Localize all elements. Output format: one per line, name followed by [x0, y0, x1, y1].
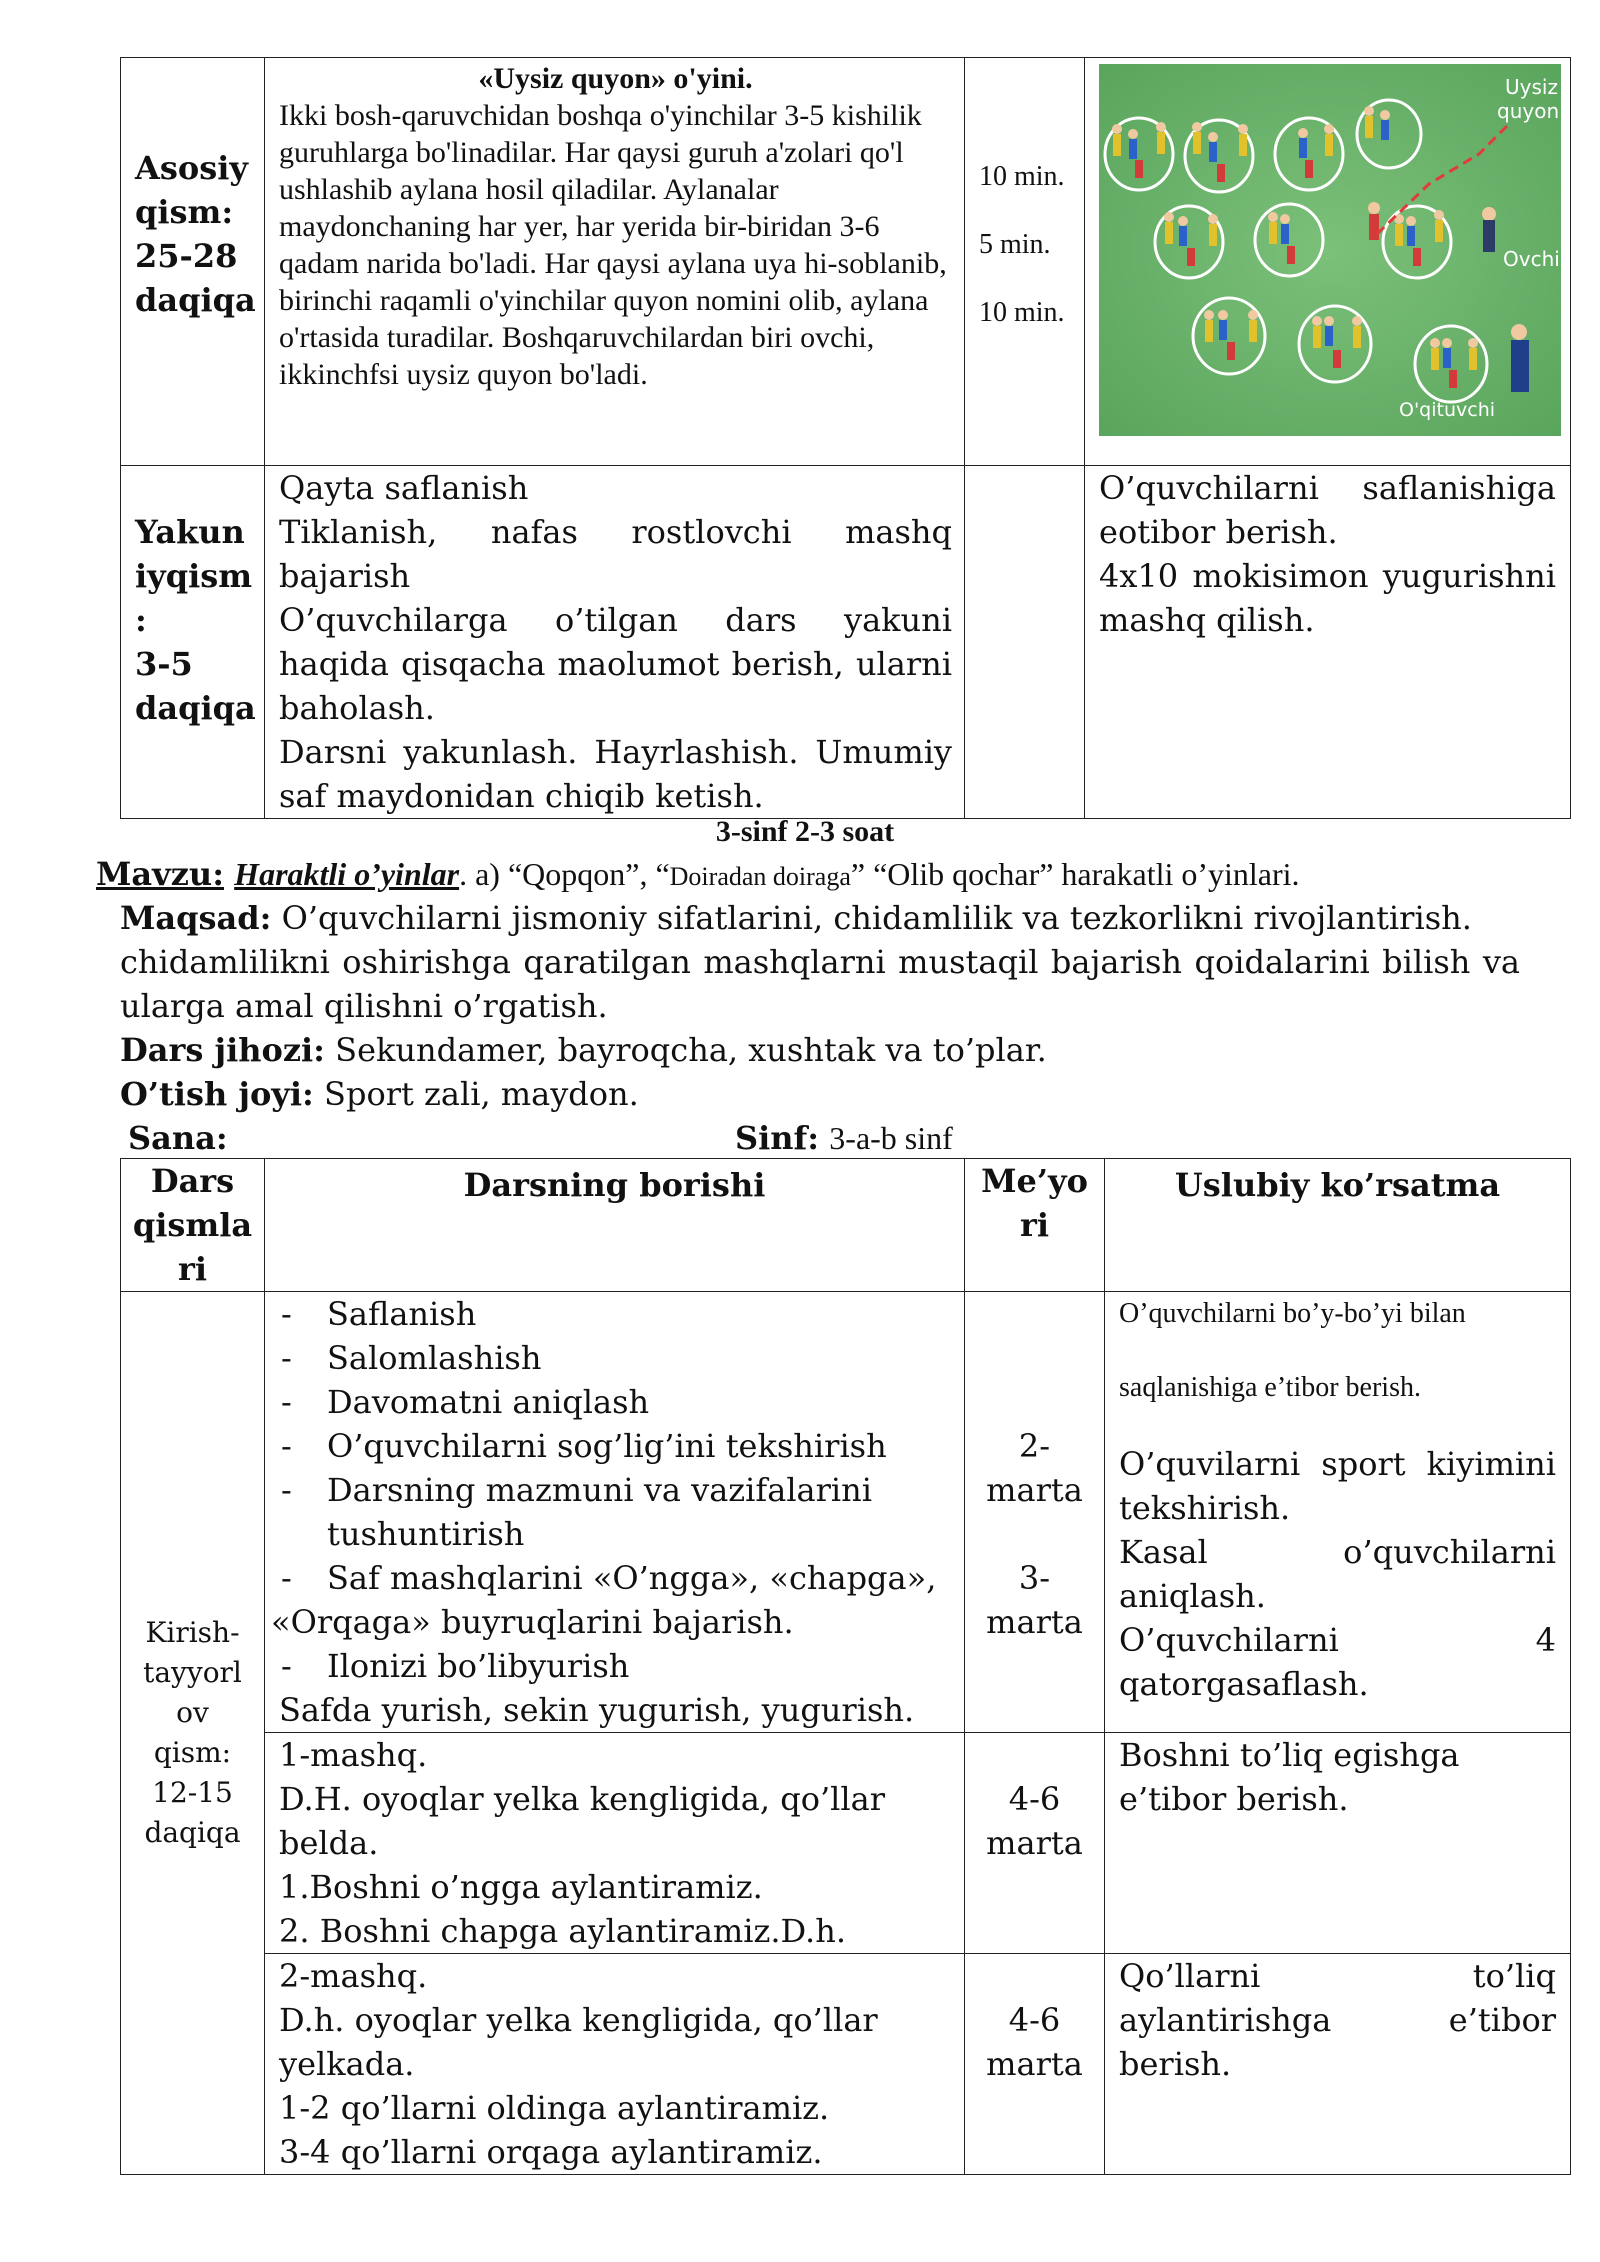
list-item: - O’quvchilarni sog’lig’ini tekshirish [281, 1427, 887, 1465]
yakun-norm-cell [965, 466, 1085, 819]
norm-value: marta [986, 1824, 1083, 1862]
intro-row-3 [121, 1954, 1571, 2175]
top-lesson-table [120, 57, 1571, 819]
exercise-line: 1-2 qo’llarni oldinga aylantiramiz. [279, 2089, 830, 2127]
yakun-label-line: 3-5 [135, 645, 193, 683]
game-text: Ikki bosh-qaruvchidan boshqa o'yinchilar 3-5 kishilik guruhlarga bo'linadilar. Har qaysi guruh a'zolari qo'l ushlashib aylana hosil qiladilar. Aylanalar maydonchaning har yer, har yerida bir-biridan 3-6 qadam narida bo'ladi. Har qaysi aylana uya hi-soblanib, birinchi raqamli o'yinchilar quyon nomini olib, aylana o'rtasida turadilar. Boshqaruvchilardan biri ovchi, ikkinchfsi uysiz quyon bo'ladi. [279, 99, 947, 391]
saf-continuation: «Orqaga» buyruqlarini bajarish. [271, 1603, 794, 1641]
exercise-line: 1-mashq. [279, 1736, 428, 1774]
intro-label-line: 12-15 [152, 1776, 233, 1809]
label-uysiz: Uysiz [1505, 75, 1558, 99]
guide-line: O’quvilarni sport kiyimini tekshirish. [1119, 1445, 1556, 1527]
place-label: O’tish joyi: [120, 1075, 314, 1113]
yakun-guidance-line: O’quvchilarni saflanishiga eotibor berish. [1099, 469, 1556, 551]
game-description-cell [265, 58, 965, 466]
header-parts-text: Dars qismla ri [132, 1162, 253, 1288]
list-item: - Saf mashqlarini «O’ngga», «chapga», [281, 1559, 937, 1597]
game-title: «Uysiz quyon» o'yini. [478, 62, 753, 95]
asosiy-label-line: Asosiy [135, 149, 248, 187]
label-quyon: quyon [1497, 99, 1560, 123]
guide-line: Qo’llarni to’liq aylantirishga e’tibor berish. [1119, 1957, 1556, 2083]
exercise-line: 2-mashq. [279, 1957, 428, 1995]
yakun-line: O’quvchilarga o’tilgan dars yakuni haqida qisqacha maolumot berish, ularni baholash. [279, 601, 952, 727]
equipment-text: Sekundamer, bayroqcha, xushtak va to’plar. [335, 1031, 1047, 1069]
intro-label-line: ov [176, 1696, 209, 1729]
header-progress [265, 1159, 965, 1292]
header-norm-text: Me’yo ri [981, 1162, 1088, 1244]
asosiy-label-line: qism: [135, 193, 234, 231]
intro-label-line: tayyorl [143, 1656, 242, 1689]
yakun-label-line: Yakun [135, 513, 245, 551]
uysiz-quyon-illustration [1099, 64, 1561, 436]
norm-value: marta [986, 2045, 1083, 2083]
time-cell [965, 58, 1085, 466]
guide-line: O’quvchilarni 4 qatorgasaflash. [1119, 1621, 1556, 1703]
norm-value: 2- [1018, 1427, 1051, 1465]
place-text: Sport zali, maydon. [324, 1075, 639, 1113]
yakun-line: Darsni yakunlash. Hayrlashish. Umumiy saf maydonidan chiqib ketish. [279, 733, 952, 815]
main-lesson-table [120, 1158, 1571, 2175]
exercise-line: D.H. oyoqlar yelka kengligida, qo’llar belda. [279, 1780, 885, 1862]
header-row [121, 1159, 1571, 1292]
game-picture-cell [1085, 58, 1571, 466]
list-item: - Darsning mazmuni va vazifalarini tushuntirish [281, 1471, 872, 1553]
grade-hours-heading: 3-sinf 2-3 soat [715, 815, 895, 848]
norm-value: 3- [1018, 1559, 1051, 1597]
topic-line: Mavzu: Haraktli o’yinlar. a) “Qopqon”, “Doiradan doiraga” “Olib qochar” harakatli o’yinlari. [96, 855, 1300, 893]
class-line [735, 1116, 1235, 1160]
yakun-line: Tiklanish, nafas rostlovchi mashq bajarish [279, 513, 952, 595]
header-parts [121, 1159, 265, 1292]
asosiy-label-cell [121, 58, 265, 466]
topic-game2: Doiradan doiraga [669, 862, 851, 891]
date-label: Sana: [128, 1119, 228, 1157]
topic-label: Mavzu: [96, 855, 224, 893]
label-teacher: O'qituvchi [1399, 399, 1496, 421]
header-guidance [1105, 1159, 1571, 1292]
intro-progress-cell [265, 1292, 965, 1733]
exercise1-norm-cell [965, 1733, 1105, 1954]
intro-item-list [279, 1292, 954, 1600]
asosiy-label-line: daqiqa [135, 281, 256, 319]
goal-line [120, 896, 1520, 940]
intro-last-line: Safda yurish, sekin yugurish, yugurish. [279, 1691, 915, 1729]
intro-row-1 [121, 1292, 1571, 1733]
equipment-line [120, 1028, 1520, 1072]
yakun-label-line: iyqism [135, 557, 253, 595]
yakun-label-line: daqiqa [135, 689, 256, 727]
guide-small: saqlanishiga e’tibor berish. [1119, 1372, 1421, 1403]
exercise-line: 3-4 qo’llarni orqaga aylantiramiz. [279, 2133, 823, 2171]
header-guidance-text: Uslubiy ko’rsatma [1174, 1166, 1501, 1204]
time-value: 10 min. [979, 297, 1065, 328]
class-value: 3-a-b sinf [829, 1120, 953, 1156]
header-progress-text: Darsning borishi [463, 1166, 766, 1204]
exercise1-cell [265, 1733, 965, 1954]
guide-small: O’quvchilarni bo’y-bo’yi bilan [1119, 1298, 1466, 1329]
exercise2-guidance-cell [1105, 1954, 1571, 2175]
guide-line: Kasal o’quvchilarni aniqlash. [1119, 1533, 1556, 1615]
yakun-content-cell [265, 466, 965, 819]
intro-norm-cell [965, 1292, 1105, 1733]
exercise-line: D.h. oyoqlar yelka kengligida, qo’llar yelkada. [279, 2001, 878, 2083]
asosiy-row [121, 58, 1571, 466]
topic-rest: ” “Olib qochar” harakatli o’yinlari. [850, 856, 1300, 892]
list-item: - Davomatni aniqlash [281, 1383, 650, 1421]
yakun-row [121, 466, 1571, 819]
exercise-line: 2. Boshni chapga aylantiramiz.D.h. [279, 1912, 846, 1950]
class-label: Sinf: [735, 1119, 820, 1157]
intro-label-line: Kirish- [145, 1616, 240, 1649]
guide-line: Boshni to’liq egishga e’tibor berish. [1119, 1736, 1460, 1818]
list-item: - Ilonizi bo’libyurish [281, 1647, 630, 1685]
norm-value: 4-6 [1008, 1780, 1061, 1818]
intro-label-cell [121, 1292, 265, 2175]
goal-label: Maqsad: [120, 899, 272, 937]
header-norm [965, 1159, 1105, 1292]
yakun-guidance-cell [1085, 466, 1571, 819]
intro-label-line: daqiqa [144, 1816, 241, 1849]
topic-a: a) “Qopqon”, “ [475, 856, 670, 892]
list-item: - Saflanish [281, 1295, 477, 1333]
intro-row-2 [121, 1733, 1571, 1954]
asosiy-label-line: 25-28 [135, 237, 238, 275]
equipment-label: Dars jihozi: [120, 1031, 325, 1069]
topic-value: Haraktli o’yinlar [234, 856, 460, 892]
intro-guidance-cell [1105, 1292, 1571, 1733]
label-ovchi: Ovchi [1503, 247, 1560, 271]
time-value: 10 min. [979, 161, 1065, 192]
place-line [120, 1072, 1520, 1116]
exercise1-guidance-cell [1105, 1733, 1571, 1954]
goal-text: O’quvchilarni jismoniy sifatlarini, chidamlilik va tezkorlikni rivojlantirish. [281, 899, 1472, 937]
intro-label-line: qism: [153, 1736, 232, 1769]
goal-text-2: chidamlilikni oshirishga qaratilgan mashqlarni mustaqil bajarish qoidalarini bilish va ularga amal qilishni o’rgatish. [120, 943, 1520, 1025]
yakun-label-cell [121, 466, 265, 819]
norm-value: 4-6 [1008, 2001, 1061, 2039]
yakun-label-line: : [135, 601, 147, 639]
exercise2-norm-cell [965, 1954, 1105, 2175]
yakun-guidance-line: 4x10 mokisimon yugurishni mashq qilish. [1099, 557, 1556, 639]
list-item: - Salomlashish [281, 1339, 542, 1377]
norm-value: marta [986, 1603, 1083, 1641]
exercise-line: 1.Boshni o’ngga aylantiramiz. [279, 1868, 763, 1906]
norm-value: marta [986, 1471, 1083, 1509]
yakun-line: Qayta saflanish [279, 469, 529, 507]
exercise2-cell [265, 1954, 965, 2175]
time-value: 5 min. [979, 229, 1051, 260]
